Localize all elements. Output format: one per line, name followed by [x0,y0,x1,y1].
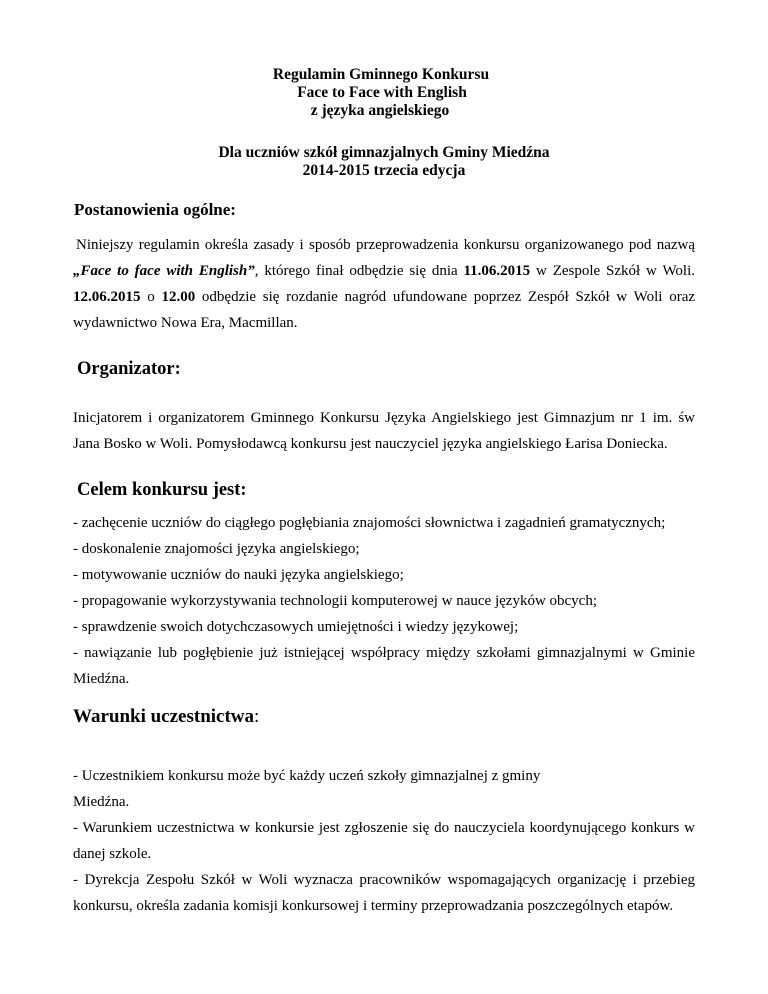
final-date: 11.06.2015 [463,263,531,279]
conditions-list [73,763,695,919]
goals-list [73,510,695,692]
conditions-heading-colon: : [254,706,260,727]
subtitle-line-1: Dla uczniów szkół gimnazjalnych Gminy Miedźna [218,144,550,161]
general-text-2: , którego finał odbędzie się dnia [254,263,464,279]
list-item: - Dyrekcja Zespołu Szkół w Woli wyznacza pracowników wspomagających organizację i przebieg konkursu, określa zadania komisji konkursowej i terminy przeprowadzania poszczególnych etapów. [73,872,695,914]
goals-heading: Celem konkursu jest: [77,480,247,500]
general-provisions-heading: Postanowienia ogólne: [74,200,236,219]
list-item: - propagowanie wykorzystywania technologii komputerowej w nauce języków obcych; [73,593,598,609]
list-item: - sprawdzenie swoich dotychczasowych umiejętności i wiedzy językowej; [73,619,519,635]
general-text-3: w Zespole Szkół w Woli. [530,263,696,279]
award-time: 12.00 [161,289,196,305]
list-item: - Uczestnikiem konkursu może być każdy uczeń szkoły gimnazjalnej z gminy [73,768,541,784]
general-text-5: odbędzie się rozdanie nagród ufundowane poprzez Zespół Szkół w Woli oraz wydawnictwo Nowa Era, Macmillan. [73,289,696,331]
conditions-heading [73,706,259,728]
list-item: - doskonalenie znajomości języka angielskiego; [73,541,360,557]
organizer-heading: Organizator: [77,359,181,379]
title-line-3: z języka angielskiego [310,102,450,119]
list-item: Miedźna. [73,794,130,810]
organizer-paragraph: Inicjatorem i organizatorem Gminnego Konkursu Języka Angielskiego jest Gimnazjum nr 1 im. św Jana Bosko w Woli. Pomysłodawcą konkursu jest nauczyciel języka angielskiego Łarisa Doniecka. [73,410,695,452]
list-item: - zachęcenie uczniów do ciągłego pogłębiania znajomości słownictwa i zagadnień gramatycznych; [73,515,666,531]
title-line-2: Face to Face with English [297,84,467,101]
document-title [0,66,768,120]
list-item: - nawiązanie lub pogłębienie już istniejącej współpracy między szkołami gimnazjalnymi w Gminie Miedźna. [73,645,695,687]
contest-name: „Face to face with English” [73,263,255,279]
subtitle-line-2: 2014-2015 trzecia edycja [302,162,466,179]
general-provisions-paragraph [73,232,695,336]
list-item: - motywowanie uczniów do nauki języka angielskiego; [73,567,404,583]
title-line-1: Regulamin Gminnego Konkursu [272,66,490,83]
general-text-1: Niniejszy regulamin określa zasady i sposób przeprowadzenia konkursu organizowanego pod nazwą [76,237,695,253]
award-date: 12.06.2015 [73,289,141,305]
conditions-heading-text: Warunki uczestnictwa [73,706,255,727]
general-text-4: o [140,289,162,305]
document-subtitle [0,144,768,180]
list-item: - Warunkiem uczestnictwa w konkursie jest zgłoszenie się do nauczyciela koordynującego konkurs w danej szkole. [73,820,695,862]
